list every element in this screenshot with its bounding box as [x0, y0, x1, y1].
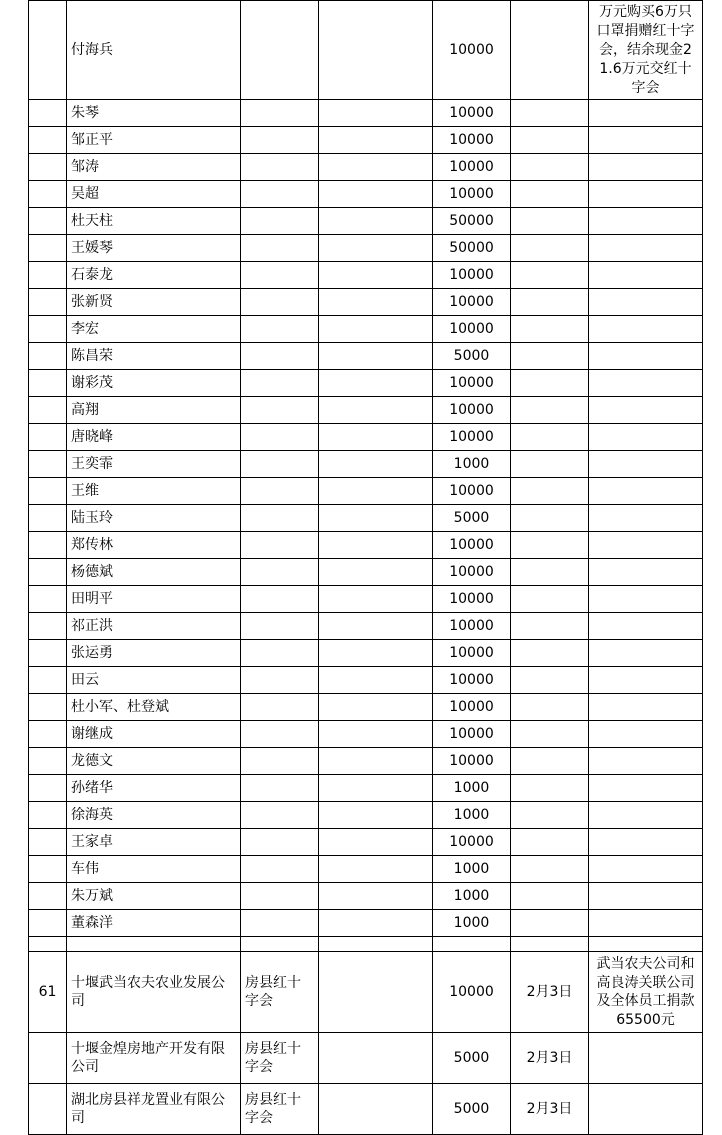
cell-date	[511, 559, 589, 586]
cell-amount: 1000	[433, 451, 511, 478]
table-row	[29, 559, 703, 586]
cell-donor: 邹正平	[67, 127, 241, 154]
cell-donor: 谢继成	[67, 721, 241, 748]
table-row	[29, 181, 703, 208]
cell-date	[511, 208, 589, 235]
gap-cell	[433, 937, 511, 952]
cell-goods	[319, 235, 433, 262]
table-row	[29, 667, 703, 694]
table-row	[29, 262, 703, 289]
cell-date	[511, 775, 589, 802]
cell-note	[589, 640, 703, 667]
cell-date	[511, 586, 589, 613]
cell-note	[589, 478, 703, 505]
cell-amount: 50000	[433, 208, 511, 235]
cell-amount: 1000	[433, 856, 511, 883]
cell-donor: 付海兵	[67, 1, 241, 100]
cell-goods	[319, 667, 433, 694]
cell-receiver	[241, 856, 319, 883]
cell-goods	[319, 883, 433, 910]
table-row	[29, 208, 703, 235]
table-row	[29, 289, 703, 316]
cell-goods	[319, 613, 433, 640]
cell-receiver	[241, 154, 319, 181]
table-row	[29, 343, 703, 370]
cell-date	[511, 613, 589, 640]
cell-goods	[319, 181, 433, 208]
cell-goods	[319, 451, 433, 478]
table-row	[29, 952, 703, 1033]
table-row	[29, 640, 703, 667]
cell-note	[589, 343, 703, 370]
cell-donor: 张新贤	[67, 289, 241, 316]
cell-receiver	[241, 640, 319, 667]
cell-amount: 10000	[433, 532, 511, 559]
cell-date	[511, 181, 589, 208]
cell-donor: 高翔	[67, 397, 241, 424]
cell-donor: 吴超	[67, 181, 241, 208]
cell-goods	[319, 775, 433, 802]
table-row	[29, 478, 703, 505]
cell-amount: 10000	[433, 478, 511, 505]
cell-goods	[319, 505, 433, 532]
cell-index	[29, 397, 67, 424]
cell-date	[511, 397, 589, 424]
cell-receiver	[241, 694, 319, 721]
table-row	[29, 1084, 703, 1135]
cell-receiver	[241, 181, 319, 208]
cell-date	[511, 829, 589, 856]
cell-amount: 10000	[433, 667, 511, 694]
cell-note	[589, 775, 703, 802]
cell-index	[29, 775, 67, 802]
table-row	[29, 775, 703, 802]
cell-donor: 车伟	[67, 856, 241, 883]
cell-note	[589, 235, 703, 262]
cell-index	[29, 127, 67, 154]
cell-receiver	[241, 775, 319, 802]
cell-index	[29, 667, 67, 694]
cell-amount: 10000	[433, 559, 511, 586]
cell-goods	[319, 1084, 433, 1135]
cell-date: 2月3日	[511, 1084, 589, 1135]
cell-index	[29, 856, 67, 883]
cell-amount: 1000	[433, 775, 511, 802]
cell-note	[589, 1033, 703, 1084]
cell-goods	[319, 952, 433, 1033]
cell-goods	[319, 1, 433, 100]
cell-donor: 邹涛	[67, 154, 241, 181]
cell-date	[511, 883, 589, 910]
cell-date: 2月3日	[511, 1033, 589, 1084]
table-row	[29, 802, 703, 829]
cell-index	[29, 883, 67, 910]
cell-receiver	[241, 721, 319, 748]
cell-receiver	[241, 910, 319, 937]
cell-index	[29, 1084, 67, 1135]
cell-receiver	[241, 235, 319, 262]
table-body	[29, 1, 703, 1135]
cell-index	[29, 181, 67, 208]
cell-date	[511, 343, 589, 370]
cell-amount: 10000	[433, 127, 511, 154]
cell-amount: 10000	[433, 181, 511, 208]
cell-donor: 王奕霏	[67, 451, 241, 478]
cell-amount: 10000	[433, 316, 511, 343]
cell-index	[29, 1033, 67, 1084]
cell-donor: 石泰龙	[67, 262, 241, 289]
cell-date	[511, 478, 589, 505]
cell-index	[29, 154, 67, 181]
gap-cell	[511, 937, 589, 952]
cell-date	[511, 1, 589, 100]
cell-receiver	[241, 802, 319, 829]
cell-receiver	[241, 883, 319, 910]
cell-goods	[319, 316, 433, 343]
cell-date	[511, 289, 589, 316]
cell-date	[511, 505, 589, 532]
cell-note	[589, 370, 703, 397]
table-row	[29, 316, 703, 343]
cell-index	[29, 748, 67, 775]
cell-index	[29, 424, 67, 451]
cell-donor: 杨德斌	[67, 559, 241, 586]
cell-index: 61	[29, 952, 67, 1033]
table-row	[29, 1, 703, 100]
cell-note	[589, 505, 703, 532]
cell-goods	[319, 289, 433, 316]
cell-receiver	[241, 829, 319, 856]
cell-amount: 10000	[433, 424, 511, 451]
cell-index	[29, 505, 67, 532]
cell-note	[589, 451, 703, 478]
cell-index	[29, 802, 67, 829]
cell-note	[589, 181, 703, 208]
cell-receiver	[241, 424, 319, 451]
cell-amount: 5000	[433, 505, 511, 532]
cell-note	[589, 667, 703, 694]
table-row	[29, 532, 703, 559]
cell-receiver	[241, 505, 319, 532]
cell-note	[589, 208, 703, 235]
cell-receiver	[241, 613, 319, 640]
cell-amount: 10000	[433, 397, 511, 424]
cell-note	[589, 721, 703, 748]
cell-date	[511, 640, 589, 667]
cell-goods	[319, 532, 433, 559]
cell-receiver	[241, 397, 319, 424]
cell-donor: 湖北房县祥龙置业有限公司	[67, 1084, 241, 1135]
table-row	[29, 235, 703, 262]
gap-cell	[589, 937, 703, 952]
cell-goods	[319, 397, 433, 424]
cell-donor: 田云	[67, 667, 241, 694]
gap-cell	[319, 937, 433, 952]
cell-amount: 10000	[433, 952, 511, 1033]
cell-date	[511, 721, 589, 748]
table-row	[29, 505, 703, 532]
cell-receiver	[241, 370, 319, 397]
cell-amount: 5000	[433, 343, 511, 370]
cell-goods	[319, 586, 433, 613]
table-row	[29, 748, 703, 775]
cell-receiver: 房县红十字会	[241, 952, 319, 1033]
cell-date: 2月3日	[511, 952, 589, 1033]
cell-amount: 1000	[433, 910, 511, 937]
cell-index	[29, 343, 67, 370]
cell-receiver	[241, 451, 319, 478]
cell-date	[511, 100, 589, 127]
cell-goods	[319, 424, 433, 451]
table-row	[29, 694, 703, 721]
cell-receiver	[241, 559, 319, 586]
cell-index	[29, 694, 67, 721]
cell-note	[589, 802, 703, 829]
cell-index	[29, 586, 67, 613]
cell-date	[511, 370, 589, 397]
cell-donor: 杜天柱	[67, 208, 241, 235]
cell-index	[29, 640, 67, 667]
cell-donor: 王维	[67, 478, 241, 505]
cell-goods	[319, 721, 433, 748]
cell-note	[589, 127, 703, 154]
cell-amount: 10000	[433, 154, 511, 181]
cell-amount: 10000	[433, 262, 511, 289]
table-row	[29, 424, 703, 451]
cell-donor: 孙绪华	[67, 775, 241, 802]
cell-note	[589, 1, 703, 100]
cell-receiver	[241, 289, 319, 316]
cell-goods	[319, 370, 433, 397]
cell-amount: 50000	[433, 235, 511, 262]
cell-date	[511, 424, 589, 451]
table-row	[29, 856, 703, 883]
cell-note	[589, 289, 703, 316]
cell-goods	[319, 640, 433, 667]
cell-receiver	[241, 532, 319, 559]
cell-donor: 朱万斌	[67, 883, 241, 910]
cell-date	[511, 154, 589, 181]
table-row	[29, 451, 703, 478]
cell-donor: 杜小军、杜登斌	[67, 694, 241, 721]
cell-receiver	[241, 208, 319, 235]
cell-amount: 10000	[433, 586, 511, 613]
cell-goods	[319, 478, 433, 505]
table-row	[29, 829, 703, 856]
cell-receiver	[241, 262, 319, 289]
cell-receiver	[241, 100, 319, 127]
cell-goods	[319, 748, 433, 775]
cell-note-text: 万元购买6万只口罩捐赠红十字会，结余现金21.6万元交红十字会	[596, 4, 695, 96]
cell-note	[589, 559, 703, 586]
cell-date	[511, 694, 589, 721]
table-row	[29, 910, 703, 937]
cell-goods	[319, 559, 433, 586]
cell-receiver: 房县红十字会	[241, 1033, 319, 1084]
cell-index	[29, 559, 67, 586]
cell-index	[29, 613, 67, 640]
cell-date	[511, 235, 589, 262]
cell-index	[29, 100, 67, 127]
cell-amount: 10000	[433, 694, 511, 721]
cell-index	[29, 451, 67, 478]
cell-donor: 陆玉玲	[67, 505, 241, 532]
cell-date	[511, 856, 589, 883]
cell-note	[589, 883, 703, 910]
table-row	[29, 1033, 703, 1084]
cell-receiver	[241, 127, 319, 154]
cell-amount: 10000	[433, 370, 511, 397]
cell-date	[511, 748, 589, 775]
cell-donor: 祁正洪	[67, 613, 241, 640]
cell-index	[29, 829, 67, 856]
cell-note	[589, 910, 703, 937]
cell-note	[589, 586, 703, 613]
cell-receiver	[241, 586, 319, 613]
gap-cell	[241, 937, 319, 952]
cell-donor: 田明平	[67, 586, 241, 613]
cell-note	[589, 1084, 703, 1135]
cell-note	[589, 856, 703, 883]
gap-cell	[67, 937, 241, 952]
cell-index	[29, 478, 67, 505]
donation-table	[28, 0, 703, 1135]
cell-index	[29, 262, 67, 289]
table-row	[29, 586, 703, 613]
cell-date	[511, 532, 589, 559]
cell-index	[29, 370, 67, 397]
cell-index	[29, 721, 67, 748]
cell-note	[589, 154, 703, 181]
cell-date	[511, 262, 589, 289]
table-row	[29, 154, 703, 181]
cell-note	[589, 262, 703, 289]
cell-amount: 10000	[433, 289, 511, 316]
cell-amount: 1000	[433, 883, 511, 910]
cell-donor: 王媛琴	[67, 235, 241, 262]
cell-amount: 5000	[433, 1033, 511, 1084]
cell-goods	[319, 802, 433, 829]
cell-index	[29, 532, 67, 559]
cell-amount: 1000	[433, 802, 511, 829]
cell-note	[589, 397, 703, 424]
cell-index	[29, 1, 67, 100]
cell-donor: 陈昌荣	[67, 343, 241, 370]
cell-note: 武当农夫公司和高良涛关联公司及全体员工捐款65500元	[589, 952, 703, 1033]
cell-donor: 董森洋	[67, 910, 241, 937]
cell-donor: 唐晓峰	[67, 424, 241, 451]
cell-amount: 10000	[433, 748, 511, 775]
cell-date	[511, 127, 589, 154]
cell-note	[589, 613, 703, 640]
cell-index	[29, 235, 67, 262]
cell-donor: 龙德文	[67, 748, 241, 775]
cell-donor: 徐海英	[67, 802, 241, 829]
cell-date	[511, 802, 589, 829]
cell-note	[589, 694, 703, 721]
cell-donor: 朱琴	[67, 100, 241, 127]
gap-cell	[29, 937, 67, 952]
table-row	[29, 370, 703, 397]
table-row	[29, 100, 703, 127]
cell-date	[511, 667, 589, 694]
cell-note	[589, 748, 703, 775]
cell-donor: 王家卓	[67, 829, 241, 856]
table-row	[29, 127, 703, 154]
cell-donor: 郑传林	[67, 532, 241, 559]
cell-goods	[319, 829, 433, 856]
cell-goods	[319, 856, 433, 883]
cell-donor: 十堰金煌房地产开发有限公司	[67, 1033, 241, 1084]
table-row	[29, 613, 703, 640]
cell-amount: 10000	[433, 100, 511, 127]
cell-index	[29, 208, 67, 235]
table-row	[29, 721, 703, 748]
cell-goods	[319, 100, 433, 127]
cell-date	[511, 451, 589, 478]
table-row	[29, 883, 703, 910]
cell-goods	[319, 262, 433, 289]
cell-goods	[319, 127, 433, 154]
cell-goods	[319, 343, 433, 370]
table-row	[29, 397, 703, 424]
cell-note	[589, 829, 703, 856]
cell-donor: 十堰武当农夫农业发展公司	[67, 952, 241, 1033]
cell-receiver	[241, 316, 319, 343]
cell-receiver	[241, 748, 319, 775]
cell-goods	[319, 208, 433, 235]
cell-date	[511, 910, 589, 937]
cell-amount: 10000	[433, 829, 511, 856]
cell-note	[589, 424, 703, 451]
cell-donor: 张运勇	[67, 640, 241, 667]
cell-receiver	[241, 667, 319, 694]
cell-receiver	[241, 478, 319, 505]
cell-amount: 10000	[433, 640, 511, 667]
cell-note	[589, 316, 703, 343]
cell-note	[589, 100, 703, 127]
cell-receiver	[241, 343, 319, 370]
cell-goods	[319, 154, 433, 181]
cell-amount: 10000	[433, 1, 511, 100]
cell-index	[29, 316, 67, 343]
cell-amount: 10000	[433, 613, 511, 640]
cell-index	[29, 289, 67, 316]
cell-receiver: 房县红十字会	[241, 1084, 319, 1135]
cell-index	[29, 910, 67, 937]
cell-donor: 谢彩茂	[67, 370, 241, 397]
cell-note	[589, 532, 703, 559]
cell-date	[511, 316, 589, 343]
cell-goods	[319, 1033, 433, 1084]
cell-amount: 10000	[433, 721, 511, 748]
cell-goods	[319, 694, 433, 721]
cell-receiver	[241, 1, 319, 100]
cell-donor: 李宏	[67, 316, 241, 343]
cell-goods	[319, 910, 433, 937]
cell-amount: 5000	[433, 1084, 511, 1135]
table-section-gap	[29, 937, 703, 952]
